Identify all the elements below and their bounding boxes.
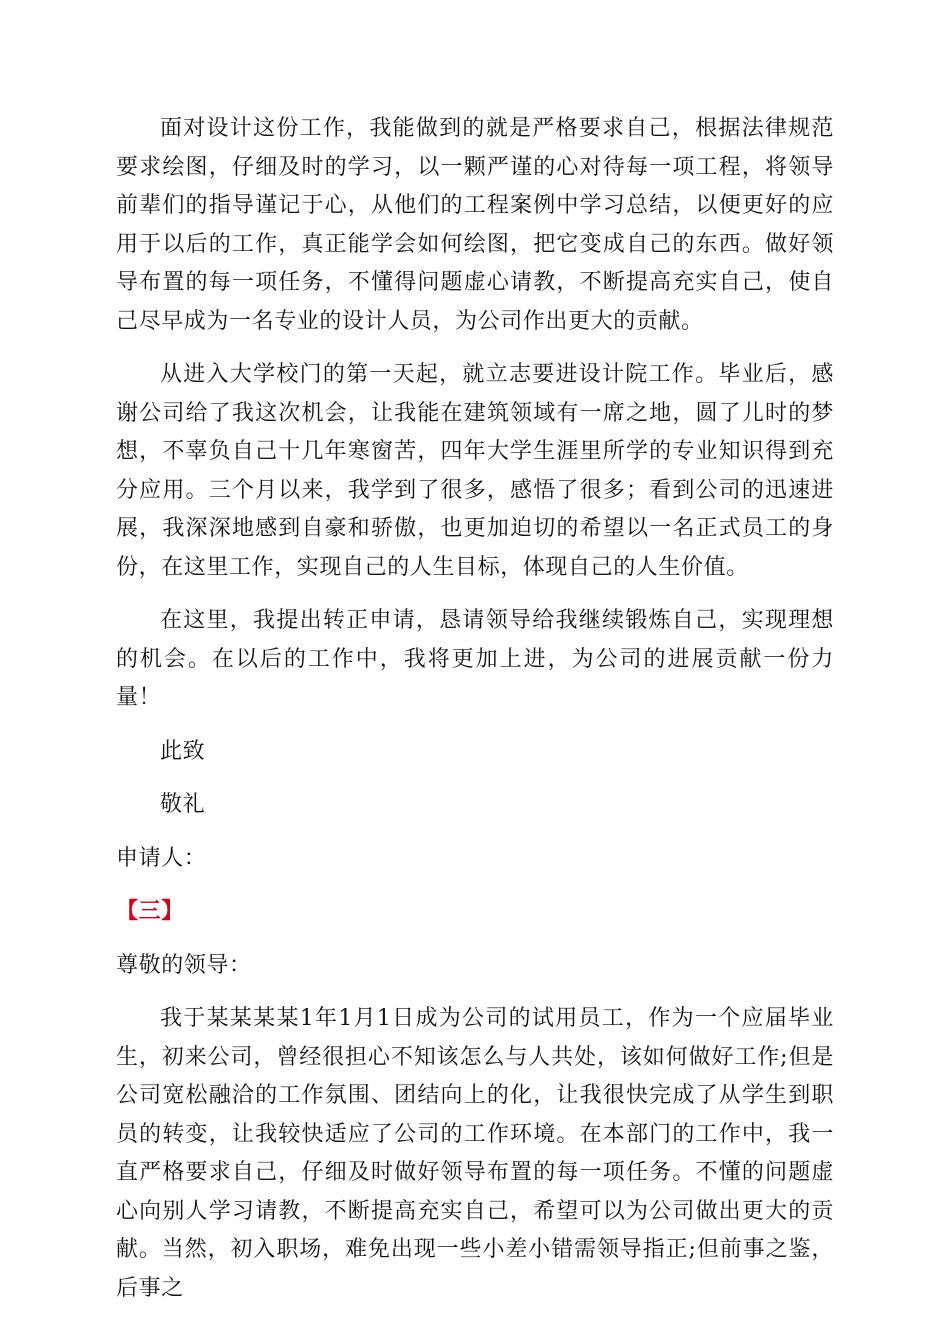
document-page: [116, 110, 834, 1323]
section-heading: 【三】: [116, 899, 184, 924]
closing-greeting: 此致: [160, 738, 206, 764]
body-paragraph-1: 面对设计这份工作，我能做到的就是严格要求自己，根据法律规范要求绘图，仔细及时的学习，以一颗严谨的心对待每一项工程，将领导前辈们的指导谨记于心，从他们的工程案例中学习总结，以便更好的应用于以后的工作，真正能学会如何绘图，把它变成自己的东西。做好领导布置的每一项任务，不懂得问题虚心请教，不断提高充实自己，使自己尽早成为一名专业的设计人员，为公司作出更大的贡献。: [116, 116, 834, 334]
applicant-label: 申请人：: [116, 845, 207, 871]
closing-salute: 敬礼: [160, 792, 206, 817]
body-paragraph-3: 在这里，我提出转正申请，恳请领导给我继续锻炼自己，实现理想的机会。在以后的工作中，我将更加上进，为公司的进展贡献一份力量！: [116, 608, 834, 710]
salutation: 尊敬的领导：: [116, 952, 252, 978]
body-paragraph-4: 我于某某某某1年1月1日成为公司的试用员工，作为一个应届毕业生，初来公司，曾经很担心不知该怎么与人共处，该如何做好工作;但是公司宽松融洽的工作氛围、团结向上的化，让我很快完成了从学生到职员的转变，让我较快适应了公司的工作环境。在本部门的工作中，我一直严格要求自己，仔细及时做好领导布置的每一项任务。不懂的问题虚心向别人学习请教，不断提高充实自己，希望可以为公司做出更大的贡献。当然，初入职场，难免出现一些小差小错需领导指正;但前事之鉴，后事之: [116, 1006, 834, 1301]
body-paragraph-2: 从进入大学校门的第一天起，就立志要进设计院工作。毕业后，感谢公司给了我这次机会，让我能在建筑领域有一席之地，圆了儿时的梦想，不辜负自己十几年寒窗苦，四年大学生涯里所学的专业知识得到充分应用。三个月以来，我学到了很多，感悟了很多；看到公司的迅速进展，我深深地感到自豪和骄傲，也更加迫切的希望以一名正式员工的身份，在这里工作，实现自己的人生目标，体现自己的人生价值。: [116, 362, 834, 580]
